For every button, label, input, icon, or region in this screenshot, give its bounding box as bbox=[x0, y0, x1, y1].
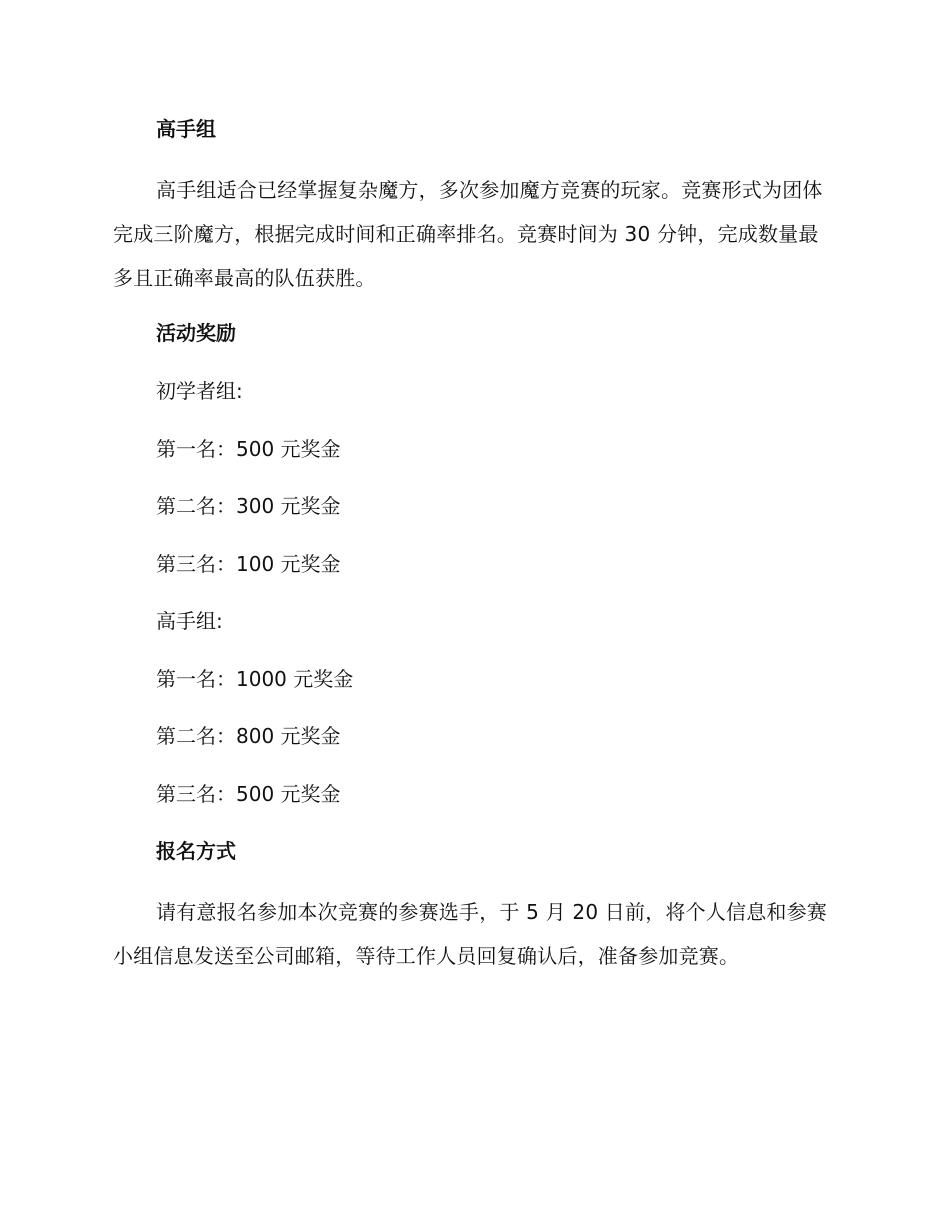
paragraph-registration: 请有意报名参加本次竞赛的参赛选手，于 5 月 20 日前，将个人信息和参赛小组信息发送至公司邮箱，等待工作人员回复确认后，准备参加竞赛。 bbox=[113, 900, 828, 968]
paragraph-advanced-group: 高手组适合已经掌握复杂魔方，多次参加魔方竞赛的玩家。竞赛形式为团体完成三阶魔方，根据完成时间和正确率排名。竞赛时间为 30 分钟，完成数量最多且正确率最高的队伍获胜。 bbox=[113, 178, 823, 290]
rewards-advanced-second: 第二名：800 元奖金 bbox=[156, 724, 341, 748]
rewards-beginner-first: 第一名：500 元奖金 bbox=[156, 436, 341, 461]
rewards-advanced-label: 高手组: bbox=[156, 609, 223, 633]
document-content bbox=[113, 110, 833, 992]
rewards-advanced-third: 第三名：500 元奖金 bbox=[156, 781, 341, 806]
heading-rewards: 活动奖励 bbox=[156, 321, 236, 345]
rewards-beginner-second: 第二名：300 元奖金 bbox=[156, 494, 341, 518]
rewards-beginner-label: 初学者组: bbox=[156, 379, 243, 403]
heading-advanced-group: 高手组 bbox=[156, 117, 216, 141]
rewards-advanced-first: 第一名：1000 元奖金 bbox=[156, 666, 354, 691]
heading-registration: 报名方式 bbox=[156, 839, 236, 863]
rewards-beginner-third: 第三名：100 元奖金 bbox=[156, 551, 341, 576]
